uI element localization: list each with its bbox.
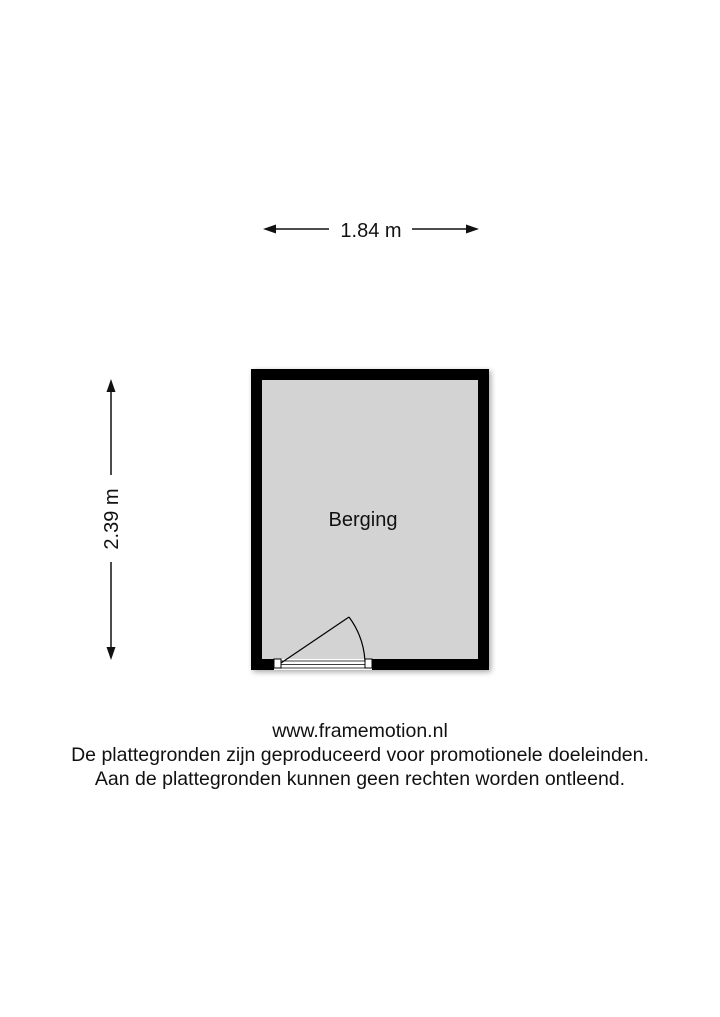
width-arrow-right-icon: [466, 225, 479, 234]
height-arrow-down-icon: [107, 647, 116, 660]
width-arrow-left-icon: [263, 225, 276, 234]
website-link[interactable]: www.framemotion.nl: [272, 720, 448, 742]
height-dimension: [101, 379, 123, 660]
height-label: 2.39 m: [101, 488, 123, 550]
width-label: 1.84 m: [340, 220, 402, 242]
door-jamb-left: [274, 659, 281, 668]
footer: [0, 719, 720, 791]
height-arrow-up-icon: [107, 379, 116, 392]
disclaimer-line-1: De plattegronden zijn geproduceerd voor promotionele doeleinden.: [71, 744, 649, 766]
door-jamb-right: [365, 659, 372, 668]
room-label: Berging: [328, 509, 398, 531]
room-berging: [251, 369, 489, 670]
disclaimer-line-2: Aan de plattegronden kunnen geen rechten worden ontleend.: [94, 768, 626, 790]
width-dimension: [263, 220, 479, 242]
